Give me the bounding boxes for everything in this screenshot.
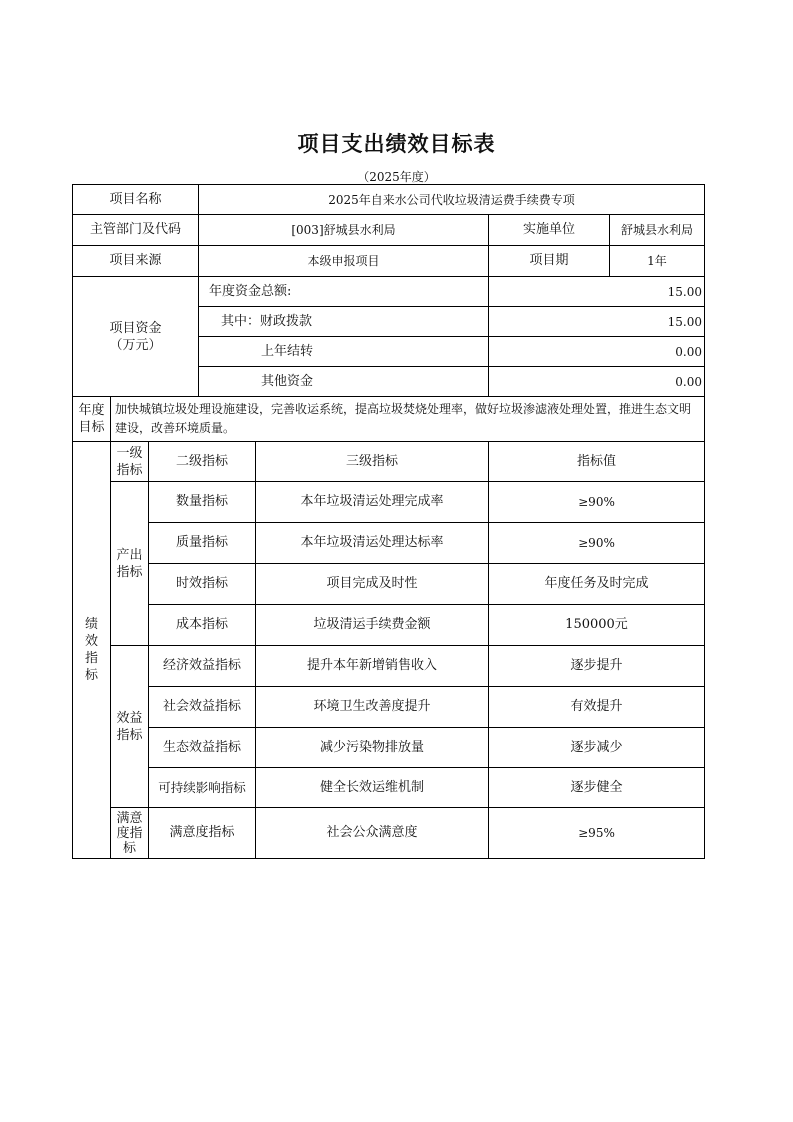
benefit-l3: 健全长效运维机制 [256, 768, 489, 808]
goal-label-line2: 目标 [78, 420, 105, 435]
goal-text: 加快城镇垃圾处理设施建设，完善收运系统，提高垃圾焚烧处理率，做好垃圾渗滤液处理处置，推进生态文明建设，改善环境质量。 [111, 397, 704, 442]
header-value: 指标值 [489, 442, 704, 482]
funds-other-value: 0.00 [489, 367, 704, 397]
source-value: 本级申报项目 [199, 246, 489, 277]
satisfaction-label-line: 满意 [116, 810, 143, 826]
project-name-value: 2025年自来水公司代收垃圾清运费手续费专项 [199, 185, 704, 215]
benefit-l3: 提升本年新增销售收入 [256, 646, 489, 687]
funds-total-value: 15.00 [489, 277, 704, 307]
benefit-l3: 环境卫生改善度提升 [256, 687, 489, 728]
output-l3: 项目完成及时性 [256, 564, 489, 605]
funds-label-line1: 项目资金 [109, 320, 162, 336]
funds-fiscal-value: 15.00 [489, 307, 704, 337]
performance-table [72, 184, 705, 859]
header-level1-line1: 一级 [116, 445, 143, 461]
output-l2: 数量指标 [149, 482, 256, 523]
benefit-label-line2: 指标 [116, 727, 143, 743]
satisfaction-label [111, 808, 149, 858]
header-level1 [111, 442, 149, 482]
benefit-l2: 社会效益指标 [149, 687, 256, 728]
satisfaction-l2: 满意度指标 [149, 808, 256, 858]
output-label-line1: 产出 [116, 547, 143, 563]
benefit-l2: 生态效益指标 [149, 728, 256, 768]
output-label [111, 482, 149, 646]
impl-label: 实施单位 [489, 215, 610, 246]
benefit-l2: 经济效益指标 [149, 646, 256, 687]
goal-label-line1: 年度 [78, 403, 105, 418]
output-value: 年度任务及时完成 [489, 564, 704, 605]
output-value: 150000元 [489, 605, 704, 646]
output-value: ≥90% [489, 482, 704, 523]
output-label-line2: 指标 [116, 564, 143, 580]
output-l3: 垃圾清运手续费金额 [256, 605, 489, 646]
source-label: 项目来源 [73, 246, 199, 277]
header-level1-line2: 指标 [116, 462, 143, 478]
output-l3: 本年垃圾清运处理完成率 [256, 482, 489, 523]
benefit-label-line1: 效益 [116, 710, 143, 726]
impl-value: 舒城县水利局 [610, 215, 704, 246]
benefit-l3: 减少污染物排放量 [256, 728, 489, 768]
header-level3: 三级指标 [256, 442, 489, 482]
satisfaction-label-line: 度指 [116, 825, 143, 841]
benefit-value: 有效提升 [489, 687, 704, 728]
funds-total-label: 年度资金总额: [199, 277, 489, 307]
satisfaction-l3: 社会公众满意度 [256, 808, 489, 858]
funds-other-label: 其他资金 [199, 367, 489, 397]
perf-label-char: 标 [84, 668, 98, 683]
page-title: 项目支出绩效目标表 [297, 132, 496, 156]
funds-fiscal-label: 其中：财政拨款 [199, 307, 489, 337]
satisfaction-value: ≥95% [578, 826, 615, 840]
output-value: ≥90% [489, 523, 704, 564]
funds-carry-label: 上年结转 [199, 337, 489, 367]
dept-label: 主管部门及代码 [73, 215, 199, 246]
perf-label [73, 442, 111, 858]
benefit-value: 逐步提升 [489, 646, 704, 687]
dept-value: [003]舒城县水利局 [199, 215, 489, 246]
benefit-value: 逐步减少 [489, 728, 704, 768]
funds-carry-value: 0.00 [489, 337, 704, 367]
period-value: 1年 [610, 246, 704, 277]
perf-label-char: 指 [84, 651, 98, 666]
year-label: （2025年度） [357, 170, 436, 184]
output-l2: 成本指标 [149, 605, 256, 646]
perf-label-char: 效 [84, 634, 98, 649]
funds-label [73, 277, 199, 397]
header-level2: 二级指标 [149, 442, 256, 482]
benefit-label [111, 646, 149, 808]
perf-label-char: 绩 [84, 617, 98, 632]
output-l2: 时效指标 [149, 564, 256, 605]
satisfaction-label-line: 标 [122, 840, 136, 856]
benefit-l2: 可持续影响指标 [149, 768, 256, 808]
output-l2: 质量指标 [149, 523, 256, 564]
period-label: 项目期 [489, 246, 610, 277]
project-name-label: 项目名称 [73, 185, 199, 215]
benefit-value: 逐步健全 [489, 768, 704, 808]
output-l3: 本年垃圾清运处理达标率 [256, 523, 489, 564]
goal-label [73, 397, 111, 442]
funds-label-line2: （万元） [109, 337, 162, 353]
